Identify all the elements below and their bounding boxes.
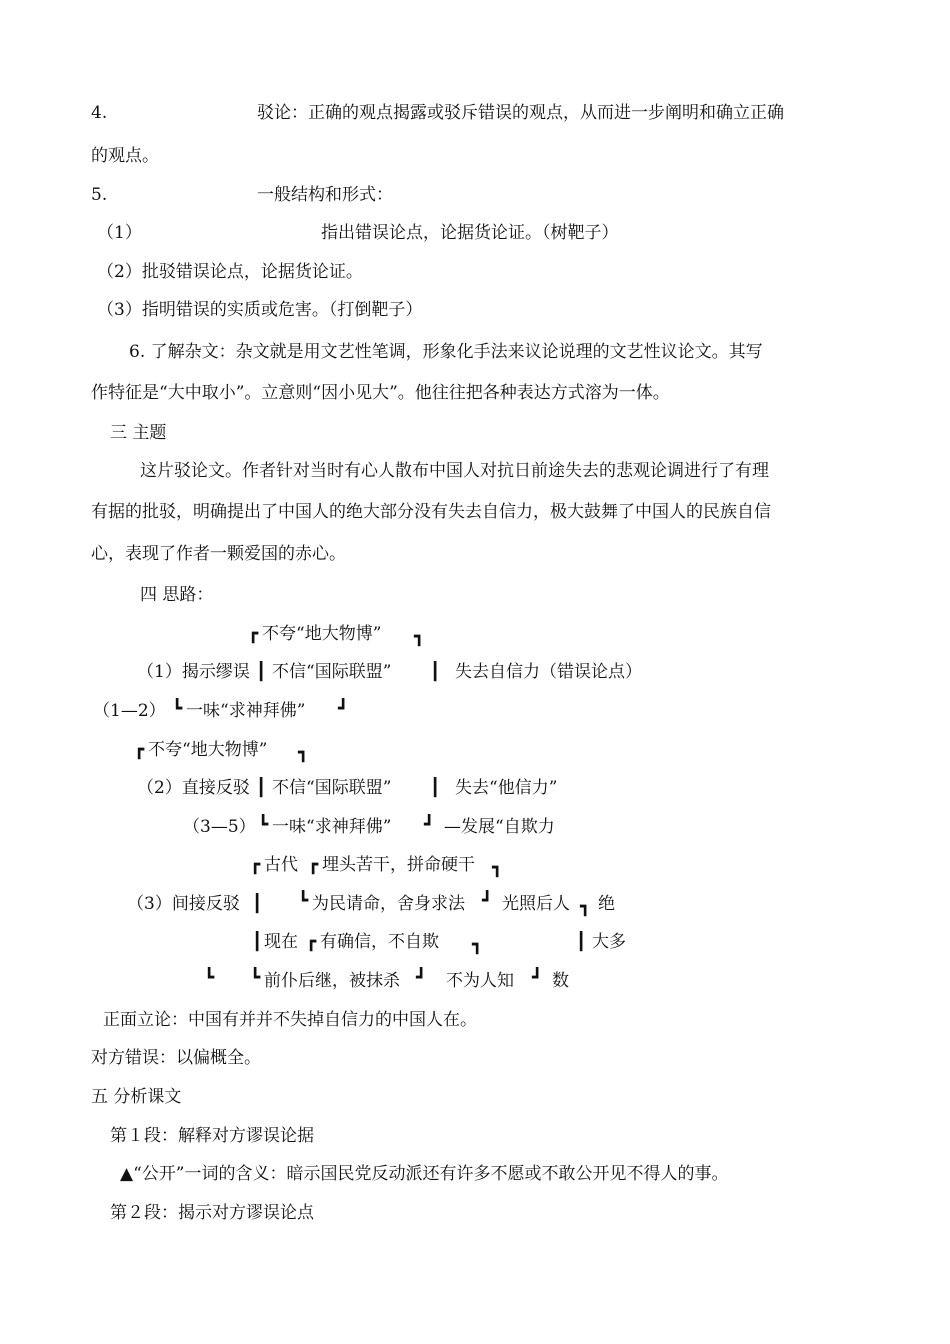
outline-g1-bottom: 一味“求神拜佛” bbox=[186, 701, 306, 721]
bracket-bottom-left: ┗ bbox=[258, 815, 269, 835]
bracket-bottom-left: ┗ bbox=[250, 968, 261, 988]
bracket-top-right: ┓ bbox=[492, 858, 503, 878]
section-5-item-2: （2）批驳错误论点，论据货论证。 bbox=[97, 262, 363, 282]
bracket-bottom-right: ┛ bbox=[338, 699, 349, 719]
bracket-top-left: ┏ bbox=[308, 855, 319, 875]
outline-g3-daduo: 大多 bbox=[592, 932, 626, 952]
bracket-bottom-left: ┗ bbox=[204, 968, 215, 988]
bracket-vertical: ┃ bbox=[430, 778, 441, 798]
outline-g3-now: 现在 bbox=[264, 932, 298, 952]
bracket-bottom-left: ┗ bbox=[298, 891, 309, 911]
outline-g2-range: （3—5） bbox=[183, 817, 256, 837]
paragraph-1-title: 第１段：解释对方谬误论据 bbox=[110, 1126, 314, 1146]
bracket-vertical: ┃ bbox=[252, 894, 263, 914]
section-5-text: 一般结构和形式： bbox=[257, 185, 393, 205]
outline-g3-ancient: 古代 bbox=[264, 855, 298, 875]
outline-heading: 四 思路： bbox=[140, 585, 214, 605]
outline-g2-label: （2）直接反驳 bbox=[137, 778, 250, 798]
section-4-continuation: 的观点。 bbox=[91, 146, 159, 166]
outline-g1-range: （1—2） bbox=[93, 701, 166, 721]
theme-paragraph-line-1: 这片驳论文。作者针对当时有心人散布中国人对抗日前途失去的悲观论调进行了有理 bbox=[140, 461, 769, 481]
outline-g3-now-result: 不为人知 bbox=[446, 971, 514, 991]
outline-g3-shu: 数 bbox=[552, 971, 569, 991]
section-4-number: 4. bbox=[91, 103, 108, 123]
outline-g2-develop: —发展“自欺力 bbox=[444, 817, 555, 837]
bracket-bottom-left: ┗ bbox=[172, 699, 183, 719]
opponent-error: 对方错误：以偏概全。 bbox=[91, 1048, 261, 1068]
bracket-top-right: ┓ bbox=[298, 743, 309, 763]
theme-heading: 三 主题 bbox=[110, 423, 167, 443]
section-5-item-3: （3）指明错误的实质或危害。（打倒靶子） bbox=[97, 300, 423, 320]
bracket-top-left: ┏ bbox=[250, 855, 261, 875]
bracket-top-left: ┏ bbox=[134, 740, 145, 760]
outline-g3-now-item-1: 有确信，不自欺 bbox=[320, 932, 439, 952]
outline-g3-ancient-result: 光照后人 bbox=[502, 894, 570, 914]
outline-g1-mid: 不信“国际联盟” bbox=[272, 662, 392, 682]
bracket-vertical: ┃ bbox=[576, 932, 587, 952]
section-4-text: 驳论：正确的观点揭露或驳斥错误的观点，从而进一步阐明和确立正确 bbox=[257, 103, 784, 123]
bracket-bottom-right: ┛ bbox=[482, 891, 493, 911]
outline-g2-result: 失去“他信力” bbox=[455, 778, 558, 798]
outline-g3-ancient-item-2: 为民请命，舍身求法 bbox=[312, 894, 465, 914]
bracket-vertical: ┃ bbox=[430, 662, 441, 682]
outline-g3-jue: 绝 bbox=[598, 894, 615, 914]
section-5-item-1-text: 指出错误论点，论据货论证。（树靶子） bbox=[321, 223, 619, 243]
outline-g3-label: （3）间接反驳 bbox=[127, 894, 240, 914]
bracket-bottom-right: ┛ bbox=[416, 968, 427, 988]
bracket-top-left: ┏ bbox=[248, 624, 259, 644]
bracket-vertical: ┃ bbox=[256, 778, 267, 798]
outline-g1-label: （1）揭示缪误 bbox=[137, 662, 250, 682]
bracket-top-right: ┓ bbox=[580, 897, 591, 917]
outline-g2-bottom: 一味“求神拜佛” bbox=[272, 817, 392, 837]
section-6-line-2: 作特征是“大中取小”。立意则“因小见大”。他往往把各种表达方式溶为一体。 bbox=[91, 383, 670, 403]
section-5-item-1-number: （1） bbox=[97, 223, 142, 243]
paragraph-1-note: ▲“公开”一词的含义：暗示国民党反动派还有许多不愿或不敢公开见不得人的事。 bbox=[120, 1164, 729, 1184]
bracket-top-left: ┏ bbox=[306, 932, 317, 952]
outline-g2-top: 不夸“地大物博” bbox=[148, 740, 268, 760]
outline-g3-ancient-item-1: 埋头苦干，拼命硬干 bbox=[322, 855, 475, 875]
bracket-bottom-right: ┛ bbox=[424, 815, 435, 835]
outline-g1-result: 失去自信力（错误论点） bbox=[455, 662, 642, 682]
theme-paragraph-line-3: 心，表现了作者一颗爱国的赤心。 bbox=[91, 544, 346, 564]
positive-argument: 正面立论：中国有并并不失掉自信力的中国人在。 bbox=[103, 1010, 477, 1030]
bracket-vertical: ┃ bbox=[252, 932, 263, 952]
outline-g3-now-item-2: 前仆后继，被抹杀 bbox=[264, 971, 400, 991]
bracket-top-right: ┓ bbox=[414, 627, 425, 647]
outline-g1-top: 不夸“地大物博” bbox=[262, 624, 382, 644]
section-5-number: 5. bbox=[91, 185, 108, 205]
bracket-top-right: ┓ bbox=[472, 935, 483, 955]
analysis-heading: 五 分析课文 bbox=[91, 1087, 182, 1107]
outline-g2-mid: 不信“国际联盟” bbox=[272, 778, 392, 798]
bracket-bottom-right: ┛ bbox=[532, 968, 543, 988]
paragraph-2-title: 第２段：揭示对方谬误论点 bbox=[110, 1203, 314, 1223]
theme-paragraph-line-2: 有据的批驳，明确提出了中国人的绝大部分没有失去自信力，极大鼓舞了中国人的民族自信 bbox=[91, 502, 771, 522]
section-6-line-1: 6. 了解杂文：杂文就是用文艺性笔调，形象化手法来议论说理的文艺性议论文。其写 bbox=[129, 342, 763, 362]
bracket-vertical: ┃ bbox=[256, 662, 267, 682]
